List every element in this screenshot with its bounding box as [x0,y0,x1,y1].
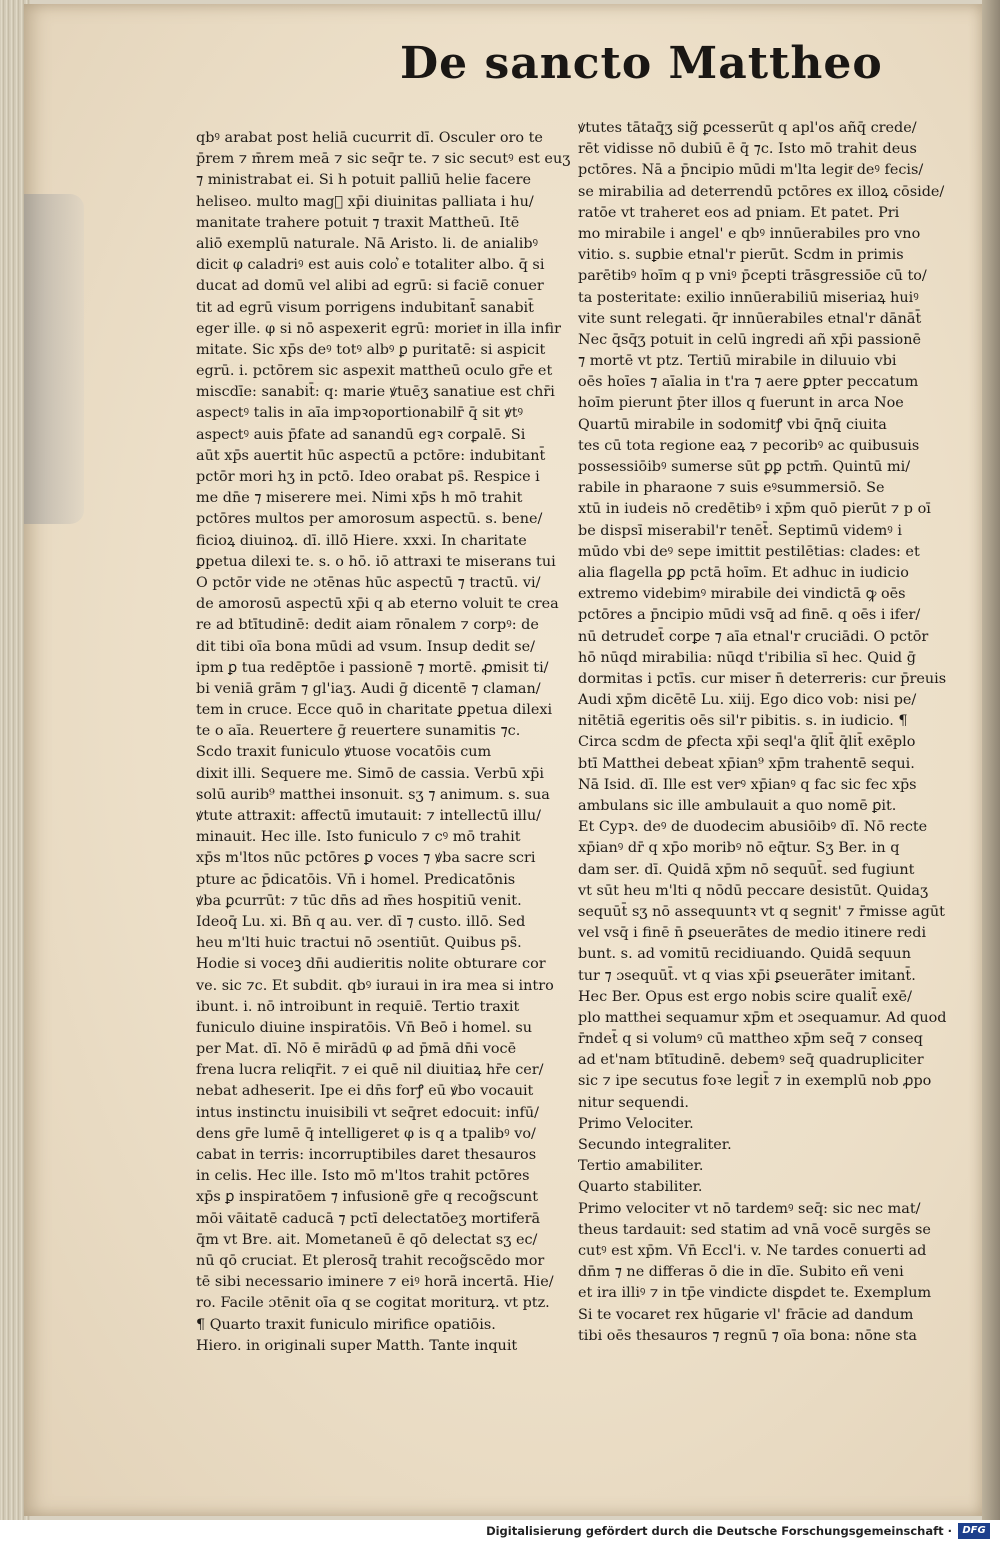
right-page-edge [982,0,1000,1520]
text-line: bi veniā grām ⁊ gl'iaʒ. Audi ḡ dicentē ⁊ claman/ [196,680,541,697]
text-line: Tertio amabiliter. [578,1158,704,1175]
text-line: plo matthei sequamur xp̄m et ɔsequamur. Ad quod [578,1009,947,1026]
text-line: ꝑpetua dilexi te. s. o hō. iō attraxi te miserans tui [196,553,556,570]
text-line: sic ⁊ ipe secutus foꝛe legit̄ ⁊ in exemplū nob ꝓpo [578,1073,932,1090]
text-line: aspectꝰ auis p̄fate ad sanandū egꝛ corꝑalē. Si [196,426,526,443]
text-line: dens gr̄e lumē q̄ intelligeret φ is q a tpalibꝰ vo/ [196,1125,536,1142]
text-line: heu m'lti huic tractui nō ɔsentiūt. Quibus ps̄. [196,935,522,952]
text-line: dit tibi oīa bona mūdi ad vsum. Insup dedit se/ [196,638,535,655]
text-line: theus tardauit: sed statim ad vnā vocē surgēs se [578,1221,931,1238]
text-line: nitētiā egeritis oēs sil'r pibitis. s. in iudicio. ¶ [578,713,908,730]
text-line: extremo videbimꝰ mirabile dei vindictā ꝙ oēs [578,586,906,603]
text-line: ⁊ ministrabat ei. Si h potuit palliū helie facere [196,172,532,189]
text-line: xp̄s m'ltos nūc pctōres ꝑ voces ⁊ ꝟba sacre scri [196,850,536,867]
right-text-column [578,118,963,1347]
text-line: bunt. s. ad vomitū recidiuando. Quidā sequun [578,946,911,963]
text-line: tibi oēs thesauros ⁊ regnū ⁊ oīa bona: nōne sta [578,1327,917,1344]
footer-bar [0,1520,1000,1543]
text-line: cabat in terris: incorruptibiles daret thesauros [196,1147,537,1163]
text-line: Ideoq̄ Lu. xi. Bn̄ q au. ver. dī ⁊ custo. illō. Sed [196,913,526,930]
text-line: Audi xp̄m dicētē Lu. xiij. Ego dico vob: nisi pe/ [578,692,917,709]
text-line: ta posteritate: exilio innūerabiliū miseriaꝝ huiꝰ [578,289,919,306]
text-line: vite sunt relegati. q̄r innūerabiles etnal'r dānāt̄ [578,310,922,327]
text-line: me dn̄e ⁊ miserere mei. Nimi xp̄s h mō trahit [196,490,523,507]
text-line: ꝟtutes tātaq̄ʒ sig̃ ꝑcesserūt q apl'os añq̄ crede/ [578,120,917,136]
text-line: ꝟtute attraxit: affectū imutauit: ⁊ intellectū illu/ [196,808,541,824]
text-line: Hiero. in originali super Matth. Tante inquit [196,1337,518,1354]
text-line: manitate trahere potuit ⁊ traxit Mattheū. Itē [196,214,520,231]
text-line: Hodie si voceꝫ dn̄i audieritis nolite obturare cor [196,956,546,973]
text-line: tit ad egrū visum porrigens indubitant̄ sanabit̄ [196,299,534,316]
text-line: Secundo integraliter. [578,1137,732,1153]
text-line: solū aurib⁹ matthei insonuit. sʒ ⁊ animum. s. sua [196,786,550,803]
text-line: r̄ndet̄ q si volumꝰ cū mattheo xp̄m seq̄ ⁊ conseq [578,1031,923,1048]
text-line: btī Matthei debeat xp̄ian⁹ xp̄m trahentē sequi. [578,755,915,772]
text-line: in celis. Hec ille. Isto mō m'ltos trahit pctōres [196,1168,530,1185]
text-line: pture ac p̄dicatōis. Vn̄ i homel. Predicatōnis [196,871,516,888]
text-line: rabile in pharaone ⁊ suis eꝰsummersiō. Se [578,480,885,497]
text-line: Primo velociter vt nō tardemꝰ seq̄: sic nec mat/ [578,1200,921,1217]
text-line: Hec Ber. Opus est ergo nobis scire qualit̄ exē/ [578,988,912,1005]
page-heading: De sancto Mattheo [400,38,883,89]
text-line: funiculo diuine inspiratōis. Vn̄ Beō i homel. su [196,1019,533,1036]
text-line: ve. sic ⁊c. Et subdit. qbꝰ iuraui in ira mea si intro [196,977,554,994]
text-line: heliseo. multo magᷓ xp̄i diuinitas palliata i hu/ [196,193,534,210]
text-line: per Mat. dī. Nō ē mirādū φ ad p̄mā dn̄i vocē [196,1041,517,1058]
text-line: ratōe vt traheret eos ad pniam. Et patet. Pri [578,204,900,221]
text-line: eger ille. φ si nō aspexerit egrū: morietͬ in illa infir [196,320,561,337]
text-line: ipm ꝑ tua redēptōe i passionē ⁊ mortē. ꝓmisit ti/ [196,659,549,676]
text-line: ibunt. i. nō introibunt in requiē. Tertio traxit [196,998,520,1015]
text-line: dn̄m ⁊ ne differas ō die in dīe. Subito eñ veni [578,1264,904,1281]
left-text-column [196,128,576,1357]
text-line: Si te vocaret rex hūgarie vl' frācie ad dandum [578,1306,914,1323]
text-line: mūdo vbi deꝰ sepe imittit pestilētias: clades: et [578,543,920,560]
dfg-logo: DFG [958,1523,990,1539]
text-line: alia flagella ꝑꝑ pctā hoīm. Et adhuc in iudicio [578,564,909,581]
text-line: ⁊ mortē vt ptz. Tertiū mirabile in diluuio vbi [578,353,897,370]
text-line: tur ⁊ ɔsequūt̄. vt q vias xp̄i ꝑseuerāter imitant̄. [578,967,916,984]
text-line: Quartū mirabile in sodomitꝭ vbi q̄nq̄ ciuita [578,416,887,433]
text-line: dicit φ caladriꝰ est auis colo͛ e totaliter albo. q̄ si [196,257,545,274]
text-line: oēs hoīes ⁊ aīalia in t'ra ⁊ aere ꝑpter peccatum [578,374,919,391]
text-line: dam ser. dī. Quidā xp̄m nō sequūt̄. sed fugiunt [578,861,915,878]
text-line: hō nūqd mirabilia: nūqd t'ribilia sī hec. Quid ḡ [578,649,916,666]
text-line: frena lucra reliqr̄it. ⁊ ei quē nil diuitiaꝝ hr̄e cer/ [196,1062,544,1079]
text-line: aūt xp̄s auertit hūc aspectū a pctōre: indubitant̄ [196,447,546,464]
text-line: nū detrudet̄ corꝑe ⁊ aīa etnal'r cruciādi. O pctōr [578,628,929,645]
text-line: se mirabilia ad deterrendū pctōres ex illoꝝ cōside/ [578,183,945,200]
text-line: ducat ad domū vel alibi ad egrū: si faciē conuer [196,278,544,295]
text-line: pctōres multos per amorosum aspectū. s. bene/ [196,511,543,528]
text-line: re ad btītudinē: dedit aiam rōnalem ⁊ corpꝰ: de [196,617,539,634]
text-line: te o aīa. Reuertere ḡ reuertere sunamitis ⁊c. [196,723,521,740]
text-line: vitio. s. suꝑbie etnal'r pierūt. Scdm in primis [578,247,904,264]
text-line: miscdīe: sanabit̄: q: marie ꝟtuēʒ sanatiue est chr̄i [196,384,555,401]
text-line: tem in cruce. Ecce quō in charitate ꝑpetua dilexi [196,702,553,719]
text-line: Nā Isid. dī. Ille est verꝰ xp̄ianꝰ q fac sic fec xp̄s [578,776,917,793]
text-line: qbꝰ arabat post heliā cucurrit dī. Osculer oro te [196,130,543,146]
text-line: vel vsq̄ i finē n̄ ꝑseuerātes de medio itinere redi [578,925,927,942]
text-line: xp̄s ꝑ inspiratōem ⁊ infusionē gr̄e q recog̃scunt [196,1189,538,1206]
text-line: ro. Facile ɔtēnit oīa q se cogitat moriturꝝ. vt ptz. [196,1295,550,1312]
text-line: egrū. i. pctōrem sic aspexit mattheū oculo gr̄e et [196,363,553,380]
text-line: Nec q̄sq̄ʒ potuit in celū ingredi añ xp̄i passionē [578,331,922,348]
text-line: parētibꝰ hoīm q p vniꝰ p̄cepti trāsgressiōe cū to/ [578,268,927,285]
text-line: aliō exemplū naturale. Nā Aristo. li. de anialibꝰ [196,235,539,252]
text-line: minauit. Hec ille. Isto funiculo ⁊ cꝰ mō trahit [196,829,521,846]
text-line: tē sibi necessario iminere ⁊ eiꝰ horā incertā. Hie/ [196,1274,554,1291]
text-line: dormitas i pctīs. cur miser n̄ deterreris: cur p̄reuis [578,670,947,687]
text-line: ꝟba ꝑcurrūt: ⁊ tūc dn̄s ad m̄es hospitiū venit. [196,892,522,909]
text-line: q̄m vt Bre. ait. Mometaneū ē qō delectat sʒ ec/ [196,1231,538,1248]
clip-shadow [24,194,84,524]
text-line: sequūt̄ sʒ nō assequuntꝛ vt q segnit' ⁊ r̄misse agūt [578,903,945,920]
text-line: mōi vāitatē caducā ⁊ pctī delectatōeʒ mortiferā [196,1210,541,1227]
text-line: aspectꝰ talis in aīa impꝛoportionabilr̄ q̄ sit ꝟtꝰ [196,405,524,422]
text-line: rēt vidisse nō dubiū ē q̄ ⁊c. Isto mō trahit deus [578,141,917,158]
text-line: pctōres. Nā a p̄ncipio mūdi m'lta legitͬ deꝰ fecis/ [578,162,924,179]
funding-notice: Digitalisierung gefördert durch die Deutsche Forschungsgemeinschaft · [486,1524,952,1538]
text-line: vt sūt heu m'lti q nōdū peccare desistūt. Quidaʒ [578,882,929,899]
text-line: xp̄ianꝰ dr̄ q xp̄o moribꝰ nō eq̄tur. Sʒ Ber. in q [578,840,900,857]
text-line: nitur sequendi. [578,1094,689,1111]
text-line: ¶ Quarto traxit funiculo mirifice opatiōis. [196,1316,496,1333]
text-line: tes cū tota regione eaꝝ ⁊ pecoribꝰ ac quibusuis [578,437,920,454]
text-line: Scdo traxit funiculo ꝟtuose vocatōis cum [196,744,492,761]
text-line: pctōres a p̄ncipio mūdi vsq̄ ad finē. q oēs i ifer/ [578,607,921,624]
text-line: nebat adheserit. Ipe ei dn̄s forꝭ eū ꝟbo vocauit [196,1083,534,1100]
text-line: Et Cypꝛ. deꝰ de duodecim abusiōibꝰ dī. Nō recte [578,819,928,836]
text-line: intus instinctu inuisibili vt seq̄ret edocuit: infū/ [196,1104,539,1121]
text-line: ad et'nam btītudinē. debemꝰ seq̄ quadrupliciter [578,1052,924,1069]
text-line: Primo Velociter. [578,1115,694,1132]
text-line: dixit illi. Sequere me. Simō de cassia. Verbū xp̄i [196,765,544,782]
text-line: p̄rem ⁊ m̄rem meā ⁊ sic seq̄r te. ⁊ sic secutꝰ est euʒ [196,151,571,168]
text-line: be dispsī miserabil'r tenēt̄. Septimū videmꝰ i [578,522,902,539]
text-line: O pctōr vide ne ɔtēnas hūc aspectū ⁊ tractū. vi/ [196,574,541,591]
text-line: cutꝰ est xp̄m. Vn̄ Eccl'i. v. Ne tardes conuerti ad [578,1242,927,1259]
text-line: de amorosū aspectū xp̄i q ab eterno voluit te crea [196,596,559,613]
text-line: xtū in iudeis nō credētibꝰ i xp̄m quō pierūt ⁊ p oī [578,501,931,518]
text-line: pctōr mori hʒ in pctō. Ideo orabat ps̄. Respice i [196,469,540,485]
text-line: Circa scdm de ꝑfecta xp̄i seql'a q̄lit̄ q̄lit̄ exēplo [578,734,916,751]
text-line: ambulans sic ille ambulauit a quo nomē ꝑit. [578,798,897,814]
text-line: mitate. Sic xp̄s deꝰ totꝰ albꝰ ꝑ puritatē: si aspicit [196,341,546,358]
text-line: possessiōibꝰ sumerse sūt ꝑꝑ pctm̄. Quintū mi/ [578,459,911,475]
text-line: et ira illiꝰ ⁊ in tp̄e vindicte disꝑdet te. Exemplum [578,1285,932,1302]
text-line: Quarto stabiliter. [578,1179,703,1196]
text-line: mo mirabile i angel' e qbꝰ innūerabiles pro vno [578,225,921,242]
text-line: hoīm pierunt p̄ter illos q fuerunt in arca Noe [578,395,904,412]
text-line: nū qō cruciat. Et plerosq̄ trahit recog̃scēdo mor [196,1252,545,1269]
text-line: ficioꝝ diuinoꝝ. dī. illō Hiere. xxxi. In charitate [196,532,527,549]
